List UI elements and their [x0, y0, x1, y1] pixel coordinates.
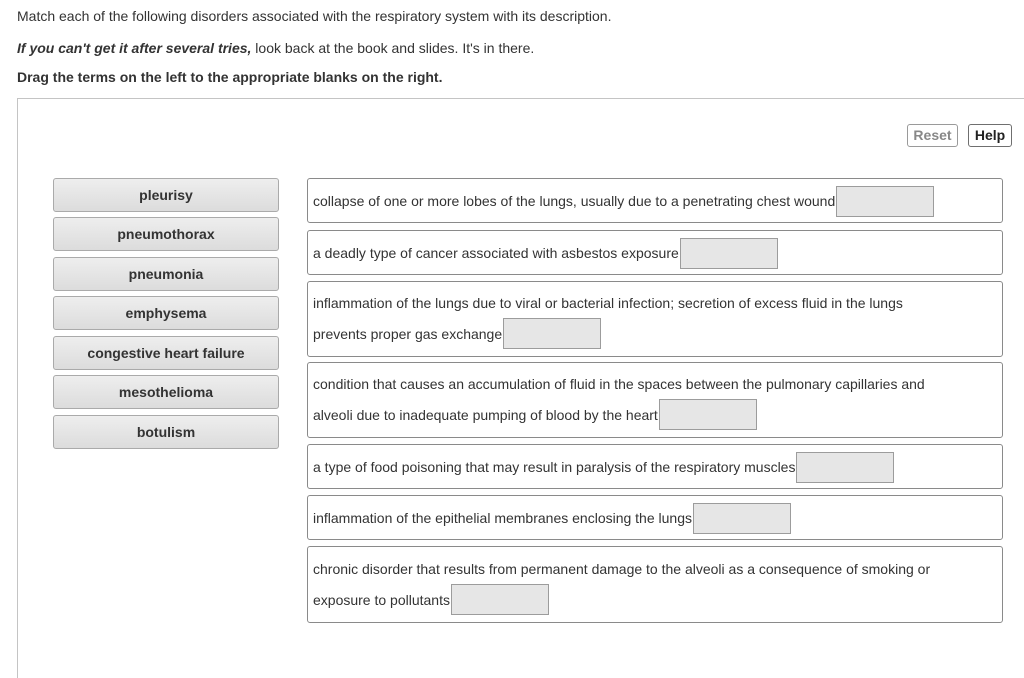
description-line [313, 584, 996, 615]
description-line [313, 445, 996, 489]
drop-blank[interactable] [796, 452, 894, 483]
term-botulism[interactable]: botulism [53, 415, 279, 449]
description-item [307, 444, 1003, 489]
description-item [307, 281, 1003, 357]
description-item [307, 230, 1003, 275]
term-congestive-heart-failure[interactable]: congestive heart failure [53, 336, 279, 370]
term-pleurisy[interactable]: pleurisy [53, 178, 279, 212]
term-mesothelioma[interactable]: mesothelioma [53, 375, 279, 409]
description-line [313, 553, 996, 584]
drop-blank[interactable] [693, 503, 791, 534]
description-item [307, 546, 1003, 623]
description-text: exposure to pollutants [313, 591, 450, 608]
drop-blank[interactable] [451, 584, 549, 615]
description-text: a deadly type of cancer associated with asbestos exposure [313, 245, 679, 261]
instruction-emphasis: If you can't get it after several tries, [17, 40, 252, 56]
description-item [307, 362, 1003, 438]
description-line [313, 399, 996, 430]
description-text: chronic disorder that results from permanent damage to the alveoli as a consequence of smoking or [313, 560, 931, 577]
drop-blank[interactable] [836, 186, 934, 217]
term-pneumonia[interactable]: pneumonia [53, 257, 279, 291]
description-line [313, 231, 996, 275]
instruction-line-3: Drag the terms on the left to the appropriate blanks on the right. [17, 69, 443, 85]
description-item [307, 178, 1003, 223]
description-line [313, 496, 996, 540]
description-item [307, 495, 1003, 540]
term-emphysema[interactable]: emphysema [53, 296, 279, 330]
description-text: a type of food poisoning that may result in paralysis of the respiratory muscles [313, 459, 796, 475]
description-line [313, 368, 996, 399]
description-text: collapse of one or more lobes of the lungs, usually due to a penetrating chest wound [313, 193, 836, 209]
description-text: inflammation of the epithelial membranes enclosing the lungs [313, 510, 692, 526]
drop-blank[interactable] [659, 399, 757, 430]
description-text: inflammation of the lungs due to viral or bacterial infection; secretion of excess fluid in the lungs [313, 294, 903, 311]
description-line [313, 179, 996, 223]
description-text: alveoli due to inadequate pumping of blood by the heart [313, 406, 658, 423]
help-button[interactable]: Help [968, 124, 1012, 147]
reset-button[interactable]: Reset [907, 124, 958, 147]
description-line [313, 287, 996, 318]
description-text: prevents proper gas exchange [313, 325, 503, 342]
instruction-line-1: Match each of the following disorders associated with the respiratory system with its description. [17, 8, 612, 24]
term-pneumothorax[interactable]: pneumothorax [53, 217, 279, 251]
instruction-line-2-rest: look back at the book and slides. It's in there. [251, 40, 535, 56]
description-text: condition that causes an accumulation of fluid in the spaces between the pulmonary capillaries and [313, 375, 925, 392]
drop-blank[interactable] [503, 318, 601, 349]
description-line [313, 318, 996, 349]
drop-blank[interactable] [680, 238, 778, 269]
instruction-line-2 [17, 40, 534, 57]
